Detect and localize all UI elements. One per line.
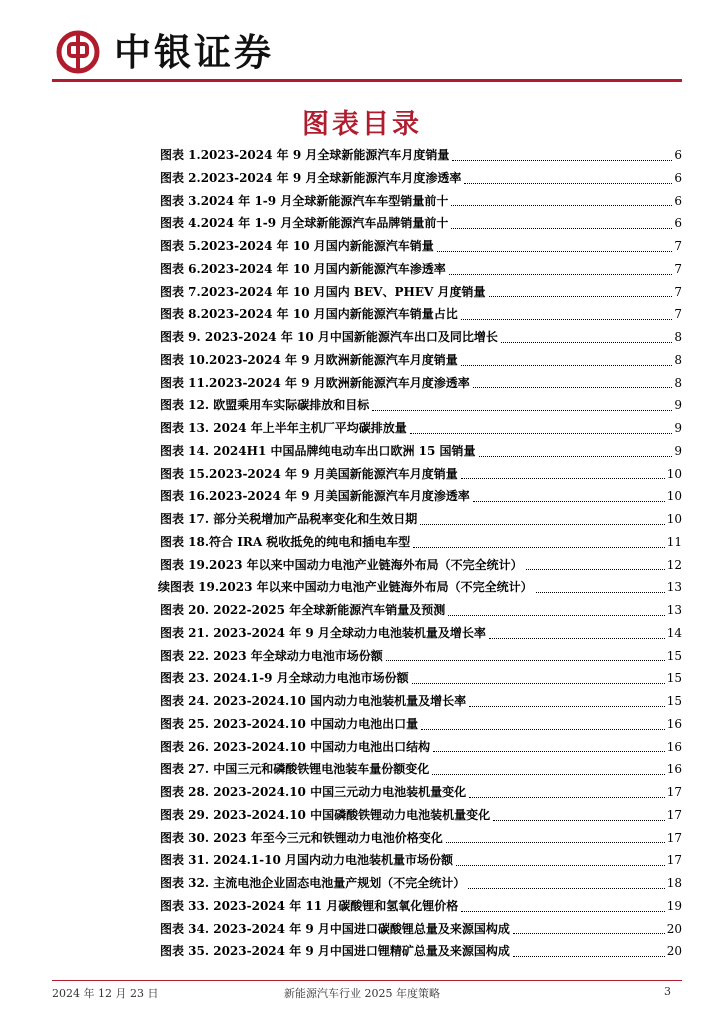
toc-entry[interactable] — [158, 578, 682, 601]
toc-leader-dots — [489, 637, 665, 639]
toc-leader-dots — [473, 500, 665, 502]
footer-rule — [52, 980, 682, 981]
toc-leader-dots — [461, 364, 673, 366]
toc-entry[interactable] — [160, 897, 682, 920]
toc-entry-label: 图表 11.2023-2024 年 9 月欧洲新能源汽车月度渗透率 — [160, 375, 470, 390]
toc-entry[interactable] — [160, 556, 682, 579]
toc-entry-label: 图表 12. 欧盟乘用车实际碳排放和目标 — [160, 398, 370, 413]
toc-entry-label: 图表 33. 2023-2024 年 11 月碳酸锂和氢氧化锂价格 — [160, 898, 459, 913]
toc-entry-label: 图表 28. 2023-2024.10 中国三元动力电池装机量变化 — [160, 785, 467, 799]
toc-entry-page: 8 — [674, 375, 682, 390]
toc-entry[interactable] — [160, 396, 682, 419]
toc-entry[interactable] — [160, 533, 682, 556]
toc-entry-label: 图表 15.2023-2024 年 9 月美国新能源汽车月度销量 — [160, 466, 458, 481]
toc-entry-page: 14 — [666, 625, 682, 640]
toc-entry-page: 8 — [674, 330, 682, 344]
toc-entry[interactable] — [160, 510, 682, 533]
toc-entry-label: 图表 22. 2023 年全球动力电池市场份额 — [160, 648, 383, 663]
toc-entry-page: 16 — [666, 739, 682, 754]
toc-entry-label: 图表 2.2023-2024 年 9 月全球新能源汽车月度渗透率 — [160, 170, 462, 185]
toc-entry[interactable] — [160, 487, 682, 510]
toc-entry[interactable] — [160, 442, 682, 465]
toc-entry-page: 18 — [666, 876, 682, 890]
toc-entry[interactable] — [160, 237, 682, 260]
toc-entry[interactable] — [160, 351, 682, 374]
footer-date: 2024 年 12 月 23 日 — [52, 987, 159, 1000]
toc-entry-page: 17 — [666, 785, 682, 799]
toc-leader-dots — [513, 955, 665, 957]
toc-entry-label: 图表 21. 2023-2024 年 9 月全球动力电池装机量及增长率 — [160, 625, 486, 640]
toc-entry-page: 7 — [674, 307, 682, 322]
toc-leader-dots — [437, 250, 673, 252]
toc-entry[interactable] — [160, 874, 682, 897]
toc-entry-label: 图表 6.2023-2024 年 10 月国内新能源汽车渗透率 — [160, 261, 446, 276]
toc-entry-page: 20 — [666, 944, 682, 959]
toc-entry[interactable] — [160, 692, 682, 715]
toc-entry-page: 6 — [674, 216, 682, 231]
toc-leader-dots — [526, 568, 665, 570]
toc-entry[interactable] — [160, 920, 682, 943]
toc-leader-dots — [446, 841, 665, 843]
toc-entry[interactable] — [160, 851, 682, 874]
toc-entry[interactable] — [160, 942, 682, 965]
toc-leader-dots — [493, 819, 665, 821]
toc-entry[interactable] — [160, 806, 682, 829]
toc-entry-page: 15 — [666, 671, 682, 686]
toc-leader-dots — [461, 910, 664, 912]
toc-entry-label: 图表 1.2023-2024 年 9 月全球新能源汽车月度销量 — [160, 148, 450, 162]
toc-entry[interactable] — [160, 624, 682, 647]
toc-entry[interactable] — [160, 738, 682, 761]
toc-entry-page: 9 — [674, 421, 682, 435]
toc-entry-page: 15 — [666, 648, 682, 663]
toc-leader-dots — [469, 705, 665, 707]
toc-entry-label: 图表 17. 部分关税增加产品税率变化和生效日期 — [160, 512, 418, 526]
toc-leader-dots — [479, 455, 673, 457]
toc-entry-page: 16 — [666, 716, 682, 731]
toc-entry-page: 15 — [666, 694, 682, 708]
toc-entry-page: 9 — [674, 443, 682, 458]
bank-of-china-logo-icon — [56, 30, 100, 74]
toc-entry-page: 7 — [674, 284, 682, 299]
toc-leader-dots — [412, 682, 665, 684]
toc-entry-label: 图表 14. 2024H1 中国品牌纯电动车出口欧洲 15 国销量 — [160, 443, 476, 458]
toc-leader-dots — [410, 432, 673, 434]
toc-leader-dots — [536, 591, 665, 593]
toc-entry-page: 19 — [666, 898, 682, 913]
toc-entry[interactable] — [160, 760, 682, 783]
toc-leader-dots — [451, 227, 672, 229]
toc-leader-dots — [464, 182, 672, 184]
toc-entry-label: 图表 26. 2023-2024.10 中国动力电池出口结构 — [160, 739, 431, 754]
toc-leader-dots — [513, 932, 665, 934]
toc-entry-page: 17 — [666, 853, 682, 868]
toc-leader-dots — [386, 659, 665, 661]
toc-entry-label: 图表 19.2023 年以来中国动力电池产业链海外布局（不完全统计） — [160, 557, 523, 572]
toc-entry[interactable] — [160, 146, 682, 169]
toc-entry-label: 图表 35. 2023-2024 年 9 月中国进口锂精矿总量及来源国构成 — [160, 944, 510, 959]
toc-entry[interactable] — [160, 715, 682, 738]
toc-entry-label: 图表 30. 2023 年至今三元和铁锂动力电池价格变化 — [160, 830, 443, 845]
toc-leader-dots — [451, 204, 672, 206]
toc-entry[interactable] — [160, 169, 682, 192]
toc-entry-label: 图表 18.符合 IRA 税收抵免的纯电和插电车型 — [160, 534, 411, 549]
page-header — [52, 26, 682, 82]
toc-entry[interactable] — [160, 305, 682, 328]
toc-entry-label: 图表 32. 主流电池企业固态电池量产规划（不完全统计） — [160, 876, 466, 890]
toc-leader-dots — [469, 796, 665, 798]
toc-leader-dots — [449, 273, 673, 275]
toc-entry-label: 图表 13. 2024 年上半年主机厂平均碳排放量 — [160, 421, 407, 435]
toc-entry-label: 图表 25. 2023-2024.10 中国动力电池出口量 — [160, 716, 419, 731]
toc-entry-page: 10 — [666, 466, 682, 481]
toc-entry-label: 图表 3.2024 年 1-9 月全球新能源汽车车型销量前十 — [160, 193, 449, 208]
toc-entry-page: 10 — [666, 489, 682, 504]
toc-entry-page: 17 — [666, 830, 682, 845]
toc-entry[interactable] — [160, 783, 682, 806]
toc-leader-dots — [433, 750, 665, 752]
toc-entry-label: 图表 23. 2024.1-9 月全球动力电池市场份额 — [160, 671, 409, 686]
toc-entry-label: 图表 27. 中国三元和磷酸铁锂电池装车量份额变化 — [160, 762, 430, 777]
brand-name: 中银证券 — [114, 30, 274, 74]
toc-entry[interactable] — [160, 260, 682, 283]
toc-entry-page: 12 — [666, 557, 682, 572]
toc-leader-dots — [372, 409, 672, 411]
toc-leader-dots — [489, 295, 673, 297]
toc-entry-page: 8 — [674, 352, 682, 367]
toc-title: 图表目录 — [302, 109, 422, 140]
toc-leader-dots — [413, 546, 664, 548]
toc-entry-page: 16 — [666, 762, 682, 777]
toc-entry[interactable] — [160, 601, 682, 624]
footer-page-number: 3 — [664, 985, 671, 998]
toc-entry[interactable] — [160, 465, 682, 488]
toc-entry-page: 11 — [666, 534, 682, 549]
toc-entry-page: 9 — [674, 398, 682, 413]
toc-entry-label: 图表 29. 2023-2024.10 中国磷酸铁锂动力电池装机量变化 — [160, 807, 491, 822]
toc-entry-label: 图表 4.2024 年 1-9 月全球新能源汽车品牌销量前十 — [160, 216, 449, 231]
toc-leader-dots — [461, 477, 665, 479]
toc-entry-page: 10 — [666, 512, 682, 526]
toc-entry[interactable] — [160, 419, 682, 442]
toc-entry[interactable] — [160, 192, 682, 215]
toc-entry[interactable] — [160, 374, 682, 397]
toc-entry-label: 图表 31. 2024.1-10 月国内动力电池装机量市场份额 — [160, 853, 454, 868]
toc-entry-page: 7 — [674, 239, 682, 253]
header-rule — [52, 79, 682, 82]
toc-leader-dots — [421, 728, 665, 730]
toc-entry[interactable] — [160, 328, 682, 351]
toc-entry-label: 续图表 19.2023 年以来中国动力电池产业链海外布局（不完全统计） — [158, 580, 533, 595]
footer-title: 新能源汽车行业 2025 年度策略 — [284, 987, 440, 1000]
toc-entry-page: 6 — [674, 193, 682, 208]
toc-leader-dots — [501, 341, 672, 343]
toc-list — [160, 146, 682, 965]
toc-leader-dots — [448, 614, 665, 616]
toc-entry[interactable] — [160, 214, 682, 237]
toc-entry-label: 图表 7.2023-2024 年 10 月国内 BEV、PHEV 月度销量 — [160, 284, 486, 299]
toc-entry[interactable] — [160, 829, 682, 852]
toc-entry-label: 图表 20. 2022-2025 年全球新能源汽车销量及预测 — [160, 603, 446, 617]
toc-entry-label: 图表 16.2023-2024 年 9 月美国新能源汽车月度渗透率 — [160, 489, 470, 504]
toc-entry[interactable] — [160, 283, 682, 306]
toc-entry-page: 17 — [666, 807, 682, 822]
toc-entry-page: 6 — [674, 148, 682, 162]
toc-entry-label: 图表 10.2023-2024 年 9 月欧洲新能源汽车月度销量 — [160, 352, 458, 367]
toc-entry-page: 13 — [666, 603, 682, 617]
toc-leader-dots — [461, 318, 673, 320]
toc-entry[interactable] — [160, 647, 682, 670]
toc-entry-label: 图表 24. 2023-2024.10 国内动力电池装机量及增长率 — [160, 694, 467, 708]
toc-entry-label: 图表 5.2023-2024 年 10 月国内新能源汽车销量 — [160, 239, 434, 253]
toc-entry-label: 图表 8.2023-2024 年 10 月国内新能源汽车销量占比 — [160, 307, 458, 322]
toc-entry-page: 6 — [674, 170, 682, 185]
toc-entry[interactable] — [160, 669, 682, 692]
toc-leader-dots — [468, 887, 664, 889]
toc-entry-label: 图表 9. 2023-2024 年 10 月中国新能源汽车出口及同比增长 — [160, 330, 498, 344]
toc-leader-dots — [473, 386, 673, 388]
toc-entry-label: 图表 34. 2023-2024 年 9 月中国进口碳酸锂总量及来源国构成 — [160, 921, 510, 936]
toc-leader-dots — [452, 159, 672, 161]
toc-leader-dots — [456, 864, 665, 866]
toc-leader-dots — [432, 773, 664, 775]
toc-entry-page: 20 — [666, 921, 682, 936]
toc-entry-page: 7 — [674, 261, 682, 276]
toc-leader-dots — [420, 523, 664, 525]
toc-entry-page: 13 — [666, 580, 682, 595]
